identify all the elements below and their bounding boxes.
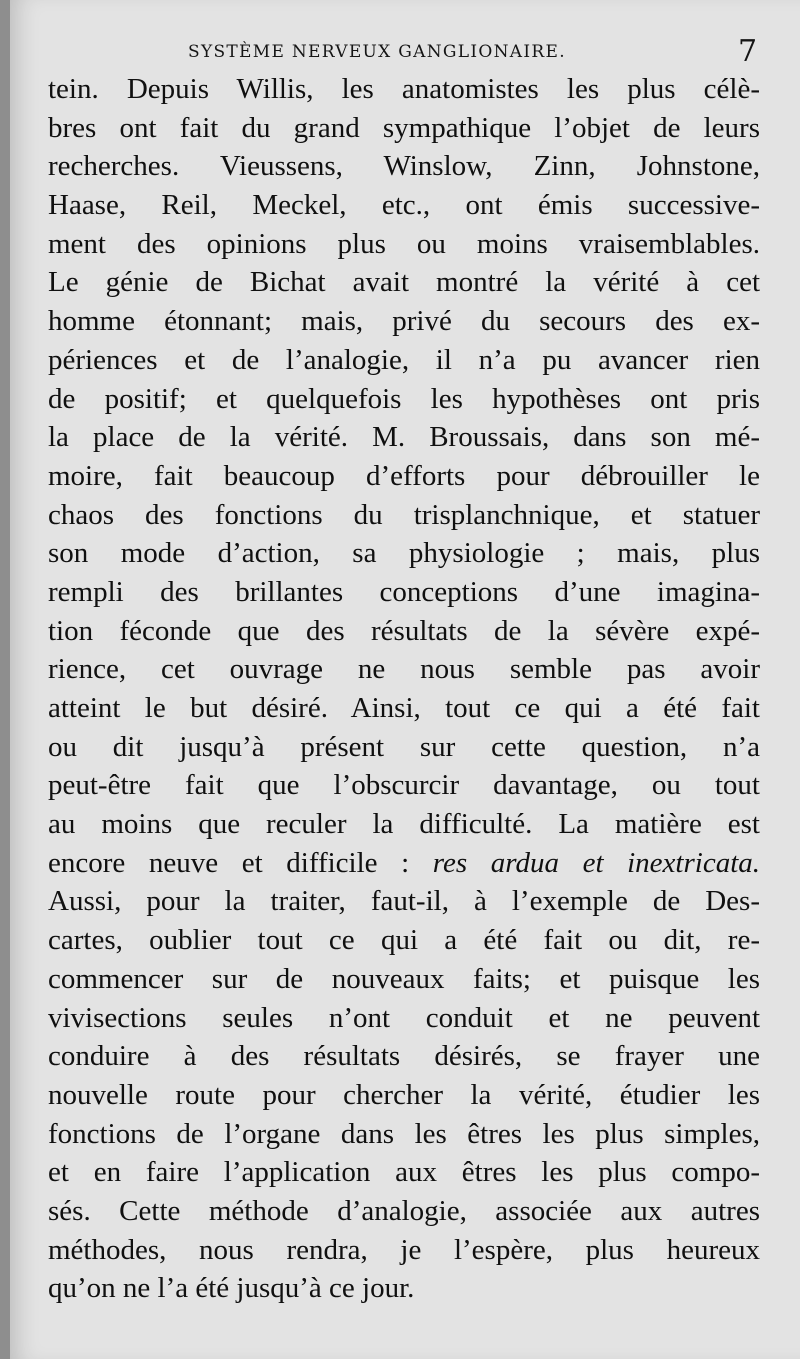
text-line: atteint le but désiré. Ainsi, tout ce qui a été fait: [48, 692, 760, 724]
text-line: Aussi, pour la traiter, faut-il, à l’exemple de Des-: [48, 885, 760, 918]
text-line: conduire à des résultats désirés, se frayer une: [48, 1040, 760, 1073]
text-line: son mode d’action, sa physiologie ; mais, plus: [48, 537, 760, 570]
text-line: sés. Cette méthode d’analogie, associée aux autres: [48, 1194, 760, 1227]
latin-quote: res ardua et inextricata.: [432, 846, 760, 879]
text-line: ou dit jusqu’à présent sur cette question, n’a: [48, 730, 760, 763]
book-page: [10, 0, 800, 1359]
text-line-latin-quote: [48, 844, 760, 883]
text-line: au moins que reculer la difficulté. La matière est: [48, 808, 760, 841]
running-title: SYSTÈME NERVEUX GANGLIONAIRE.: [188, 42, 566, 62]
text-line: chaos des fonctions du trisplanchnique, et statuer: [48, 498, 760, 531]
body-text: [48, 70, 760, 1308]
text-line: la place de la vérité. M. Broussais, dans son mé-: [48, 421, 760, 454]
text-line: moire, fait beaucoup d’efforts pour débrouiller le: [48, 459, 760, 492]
text-line: et en faire l’application aux êtres les plus compo-: [48, 1156, 760, 1189]
text-line-final: qu’on ne l’a été jusqu’à ce jour.: [48, 1272, 415, 1305]
text-line: homme étonnant; mais, privé du secours des ex-: [48, 305, 760, 338]
text-line: bres ont fait du grand sympathique l’objet de leurs: [48, 111, 760, 144]
text-line: Le génie de Bichat avait montré la vérité à cet: [48, 266, 760, 299]
text-line: recherches. Vieussens, Winslow, Zinn, Johnstone,: [48, 150, 760, 183]
text-line: périences et de l’analogie, il n’a pu avancer rien: [48, 343, 760, 376]
text-line: de positif; et quelquefois les hypothèses ont pris: [48, 382, 760, 415]
text-roman: encore neuve et difficile :: [48, 846, 433, 879]
text-line: fonctions de l’organe dans les êtres les plus simples,: [48, 1117, 760, 1150]
page-number: 7: [738, 34, 758, 69]
text-line: rempli des brillantes conceptions d’une imagina-: [48, 575, 760, 608]
text-line: nouvelle route pour chercher la vérité, étudier les: [48, 1078, 760, 1111]
text-line: vivisections seules n’ont conduit et ne peuvent: [48, 1001, 760, 1034]
text-line: peut-être fait que l’obscurcir davantage, ou tout: [48, 769, 760, 802]
text-line: tion féconde que des résultats de la sévère expé-: [48, 614, 760, 647]
text-line: Haase, Reil, Meckel, etc., ont émis successive-: [48, 189, 760, 222]
text-line: commencer sur de nouveaux faits; et puisque les: [48, 962, 760, 995]
text-line: cartes, oublier tout ce qui a été fait ou dit, re-: [48, 924, 760, 957]
text-line: méthodes, nous rendra, je l’espère, plus heureux: [48, 1233, 760, 1266]
text-line: ment des opinions plus ou moins vraisemblables.: [48, 227, 760, 260]
text-line: rience, cet ouvrage ne nous semble pas avoir: [48, 653, 760, 686]
text-line: tein. Depuis Willis, les anatomistes les plus célè-: [48, 73, 760, 105]
